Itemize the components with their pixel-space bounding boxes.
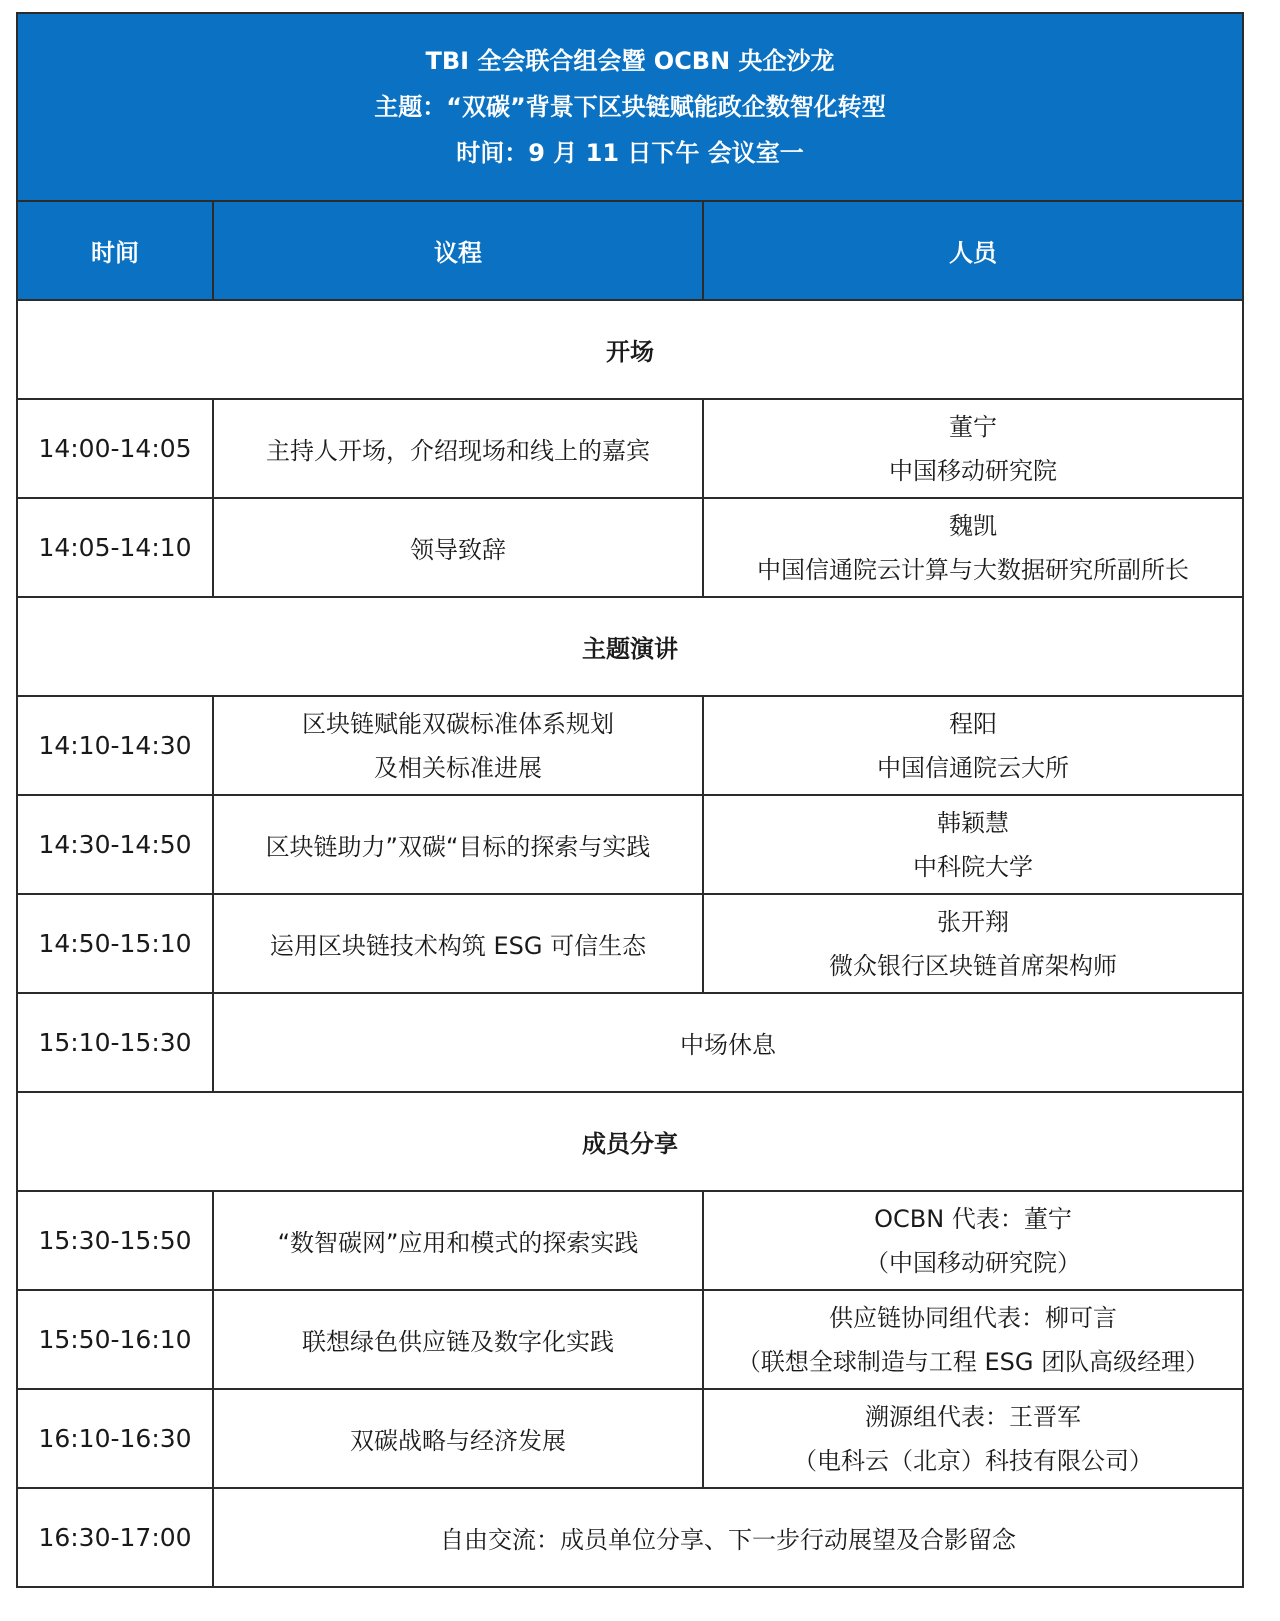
people-cell (703, 894, 1243, 993)
section-label: 成员分享 (17, 1092, 1243, 1191)
agenda-cell (213, 399, 703, 498)
agenda-cell (213, 1290, 703, 1389)
table-row (17, 1191, 1243, 1290)
time-cell: 16:10-16:30 (17, 1389, 213, 1488)
table-row (17, 498, 1243, 597)
column-header-agenda: 议程 (213, 201, 703, 300)
table-row (17, 1389, 1243, 1488)
banner-cell (17, 13, 1243, 201)
column-header-time: 时间 (17, 201, 213, 300)
speaker-name: 程阳 (949, 709, 998, 738)
header-banner (17, 13, 1243, 201)
speaker-org: （中国移动研究院） (865, 1248, 1082, 1277)
agenda-cell (213, 894, 703, 993)
table-row (17, 1290, 1243, 1389)
table-row-free-exchange (17, 1488, 1243, 1587)
section-label: 开场 (17, 300, 1243, 399)
agenda-cell (213, 498, 703, 597)
people-cell (703, 696, 1243, 795)
speaker-name: 供应链协同组代表：柳可言 (829, 1303, 1118, 1332)
speaker-org: （电科云（北京）科技有限公司） (793, 1446, 1154, 1475)
time-cell: 14:30-14:50 (17, 795, 213, 894)
speaker-name: 张开翔 (937, 907, 1010, 936)
speaker-name: 溯源组代表：王晋军 (865, 1402, 1082, 1431)
time-cell: 15:50-16:10 (17, 1290, 213, 1389)
merged-agenda-cell: 自由交流：成员单位分享、下一步行动展望及合影留念 (213, 1488, 1243, 1587)
speaker-name: 韩颖慧 (937, 808, 1010, 837)
agenda-line: 区块链赋能双碳标准体系规划 (302, 709, 614, 738)
table-row-break (17, 993, 1243, 1092)
speaker-org: 中科院大学 (913, 852, 1034, 881)
speaker-org: 中国信通院云计算与大数据研究所副所长 (757, 555, 1190, 584)
column-header-people: 人员 (703, 201, 1243, 300)
agenda-line: 及相关标准进展 (374, 753, 542, 782)
speaker-name: OCBN 代表：董宁 (874, 1204, 1072, 1233)
people-cell (703, 1389, 1243, 1488)
agenda-cell (213, 1191, 703, 1290)
agenda-line: “数智碳网”应用和模式的探索实践 (277, 1229, 639, 1257)
time-cell: 14:05-14:10 (17, 498, 213, 597)
banner-title: TBI 全会联合组会暨 OCBN 央企沙龙 (425, 47, 835, 75)
agenda-line: 领导致辞 (410, 536, 506, 564)
section-row-opening (17, 300, 1243, 399)
time-cell: 16:30-17:00 (17, 1488, 213, 1587)
agenda-table (16, 12, 1244, 1588)
agenda-line: 主持人开场，介绍现场和线上的嘉宾 (266, 437, 650, 465)
merged-agenda-cell: 中场休息 (213, 993, 1243, 1092)
time-cell: 15:10-15:30 (17, 993, 213, 1092)
people-cell (703, 1191, 1243, 1290)
speaker-name: 董宁 (949, 412, 998, 441)
agenda-line: 联想绿色供应链及数字化实践 (302, 1328, 614, 1356)
agenda-line: 区块链助力”双碳“目标的探索与实践 (265, 833, 651, 861)
time-cell: 15:30-15:50 (17, 1191, 213, 1290)
speaker-org: 中国信通院云大所 (877, 753, 1070, 782)
people-cell (703, 498, 1243, 597)
speaker-org: （联想全球制造与工程 ESG 团队高级经理） (736, 1347, 1210, 1376)
table-row (17, 696, 1243, 795)
table-row (17, 894, 1243, 993)
people-cell (703, 795, 1243, 894)
time-cell: 14:10-14:30 (17, 696, 213, 795)
section-label: 主题演讲 (17, 597, 1243, 696)
section-row-keynote (17, 597, 1243, 696)
section-row-members (17, 1092, 1243, 1191)
table-row (17, 795, 1243, 894)
agenda-cell (213, 1389, 703, 1488)
table-row (17, 399, 1243, 498)
time-cell: 14:00-14:05 (17, 399, 213, 498)
time-cell: 14:50-15:10 (17, 894, 213, 993)
speaker-org: 中国移动研究院 (889, 456, 1058, 485)
people-cell (703, 399, 1243, 498)
banner-theme: 主题：“双碳”背景下区块链赋能政企数智化转型 (374, 93, 886, 121)
people-cell (703, 1290, 1243, 1389)
speaker-org: 微众银行区块链首席架构师 (829, 951, 1118, 980)
agenda-line: 双碳战略与经济发展 (350, 1427, 566, 1455)
agenda-cell (213, 696, 703, 795)
banner-time: 时间：9 月 11 日下午 会议室一 (456, 139, 804, 167)
agenda-cell (213, 795, 703, 894)
column-header-row (17, 201, 1243, 300)
agenda-line: 运用区块链技术构筑 ESG 可信生态 (269, 932, 647, 960)
speaker-name: 魏凯 (949, 511, 998, 540)
